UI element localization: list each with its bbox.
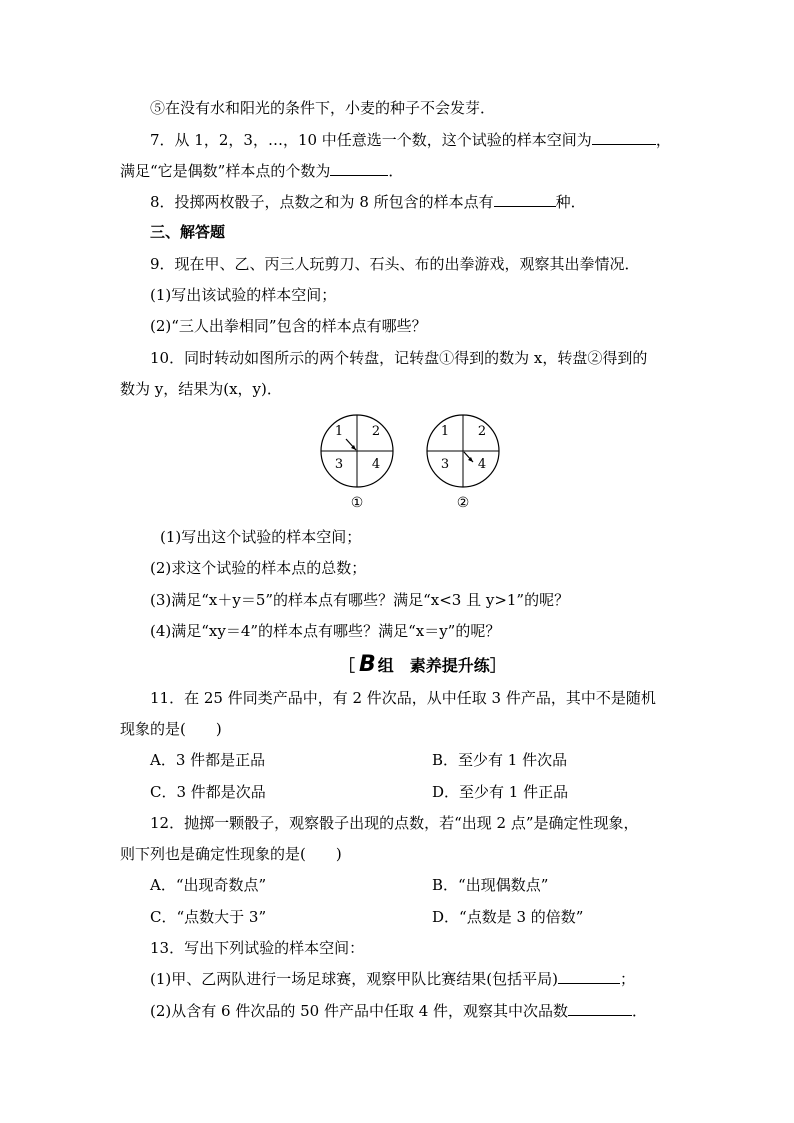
answer-blank[interactable] [494,192,556,207]
question-12-line2: 则下列也是确定性现象的是( ) [120,845,342,863]
q11-option-b[interactable]: B．至少有 1 件次品 [432,751,568,769]
question-10-part-4: (4)满足“xy＝4”的样本点有哪些？满足“x＝y”的呢？ [150,622,501,640]
question-8-text: 8．投掷两枚骰子，点数之和为 8 所包含的样本点有 [150,193,494,211]
question-7-line2 [120,161,403,181]
punctuation: ． [632,1002,648,1020]
question-10-line1: 10．同时转动如图所示的两个转盘，记转盘①得到的数为 x，转盘②得到的 [150,349,648,367]
spinner-2-sector-2: 2 [477,424,487,439]
question-13: 13．写出下列试验的样本空间： [150,939,365,957]
answer-blank[interactable] [592,130,656,145]
question-7-text: 7．从 1，2，3，…，10 中任意选一个数，这个试验的样本空间为 [150,131,592,149]
spinner-2-sector-3: 3 [440,457,450,472]
punctuation: ． [388,162,404,180]
question-7-line1 [150,130,671,150]
spinner-2-sector-4: 4 [477,457,487,472]
section-b-title: 组 素养提升练 [377,656,490,675]
answer-blank[interactable] [558,969,620,984]
punctuation: ， [655,131,671,149]
section-b-heading [339,652,506,677]
bracket-right: ］ [489,656,506,675]
spinner-2-caption: ② [456,495,470,511]
section-b-mark: B [359,652,376,677]
spinner-1-sector-3: 3 [334,457,344,472]
spinner-2-sector-1: 1 [440,424,450,439]
question-13-part-2 [150,1001,647,1021]
question-8 [150,192,586,212]
section-heading-3: 三、解答题 [150,223,226,241]
question-9-part-1: (1)写出该试验的样本空间； [150,286,337,304]
question-10-part-3: (3)满足“x＋y＝5”的样本点有哪些？满足“x<3 且 y>1”的呢？ [150,591,570,609]
answer-blank[interactable] [330,161,388,176]
spinner-1-sector-4: 4 [371,457,381,472]
spinner-1-sector-2: 2 [371,424,381,439]
question-10-part-1: (1)写出这个试验的样本空间； [160,528,362,546]
question-12-line1: 12．抛掷一颗骰子，观察骰子出现的点数，若“出现 2 点”是确定性现象， [150,814,639,832]
question-7-text2: 满足“它是偶数”样本点的个数为 [120,162,331,180]
spinner-1-sector-1: 1 [334,424,344,439]
q11-option-d[interactable]: D．至少有 1 件正品 [432,783,569,801]
question-13-part-2-text: (2)从含有 6 件次品的 50 件产品中任取 4 件，观察其中次品数 [150,1002,569,1020]
question-9-part-2: (2)“三人出拳相同”包含的样本点有哪些？ [150,317,427,335]
question-13-part-1 [150,969,635,989]
answer-blank[interactable] [568,1001,632,1016]
question-11-line1: 11．在 25 件同类产品中，有 2 件次品，从中任取 3 件产品，其中不是随机 [150,689,656,707]
bracket-left: ［ [339,656,356,675]
statement-5: ⑤在没有水和阳光的条件下，小麦的种子不会发芽． [150,99,496,117]
q11-option-c[interactable]: C．3 件都是次品 [150,783,266,801]
punctuation: ； [619,970,635,988]
q12-option-c[interactable]: C．“点数大于 3” [150,908,267,926]
question-11-line2: 现象的是( ) [120,720,222,738]
question-10-part-2: (2)求这个试验的样本点的总数； [150,559,367,577]
q12-option-b[interactable]: B．“出现偶数点” [432,876,549,894]
q11-option-a[interactable]: A．3 件都是正品 [150,751,266,769]
question-13-part-1-text: (1)甲、乙两队进行一场足球赛，观察甲队比赛结果(包括平局) [150,970,558,988]
q12-option-a[interactable]: A．“出现奇数点” [150,876,267,894]
spinner-1-caption: ① [350,495,364,511]
question-10-line2: 数为 y，结果为(x，y)． [120,380,282,398]
question-9: 9．现在甲、乙、丙三人玩剪刀、石头、布的出拳游戏，观察其出拳情况． [150,255,640,273]
q12-option-d[interactable]: D．“点数是 3 的倍数” [432,908,584,926]
question-8-end: 种． [555,193,586,211]
